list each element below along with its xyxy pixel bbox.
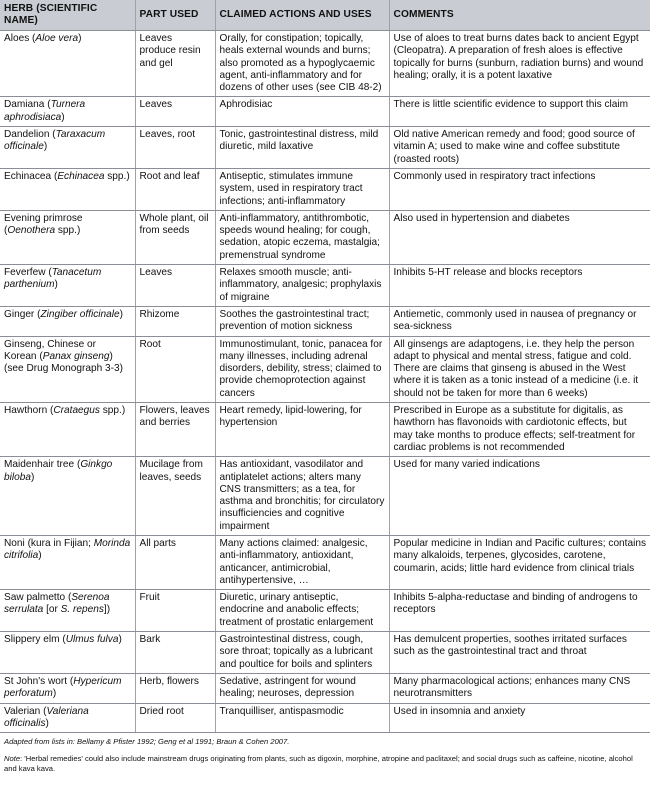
comments-cell: Antiemetic, commonly used in nausea of pregnancy or sea-sickness [389, 306, 650, 336]
actions-cell: Many actions claimed: analgesic, anti-inflammatory, antioxidant, anticancer, antimicrobial, antihypertensive, … [215, 535, 389, 589]
comments-cell: Popular medicine in Indian and Pacific cultures; contains many alkaloids, terpenes, glycosides, carotene, coumarin, acids; little hard evidence from clinical trials [389, 535, 650, 589]
scientific-name: Aloe vera [35, 33, 79, 44]
table-row [0, 703, 650, 733]
herb-name-cell [0, 632, 135, 674]
header-part-used: PART USED [135, 0, 215, 31]
actions-cell: Orally, for constipation; topically, heals external wounds and burns; also promoted as a hypoglycaemic agent, anti-inflammatory and for dozens of other uses (see CIB 48-2) [215, 31, 389, 97]
herb-name-cell [0, 306, 135, 336]
actions-cell: Tonic, gastrointestinal distress, mild diuretic, mild laxative [215, 127, 389, 169]
table-row [0, 535, 650, 589]
herb-name-text: ) [43, 141, 48, 153]
comments-cell: Use of aloes to treat burns dates back to ancient Egypt (Cleopatra). A preparation of fresh aloes is effective topically for burns (sunburn, radiation burns) and wound healing; orally, it is a potent laxative [389, 31, 650, 97]
part-used-cell: All parts [135, 535, 215, 589]
part-used-cell: Fruit [135, 590, 215, 632]
comments-cell: Prescribed in Europe as a substitute for digitalis, as hawthorn has flavonoids with cardiotonic effects, but may take months to produce effects; self-treatment for cardiac problems is not recommended [389, 403, 650, 457]
actions-cell: Soothes the gastrointestinal tract; prevention of motion sickness [215, 306, 389, 336]
part-used-cell: Dried root [135, 703, 215, 733]
table-body [0, 31, 650, 733]
footnote [0, 747, 650, 774]
herb-name-text: ) [119, 308, 123, 320]
scientific-name: Zingiber officinale [40, 308, 120, 320]
comments-cell: There is little scientific evidence to support this claim [389, 97, 650, 127]
part-used-cell: Root [135, 336, 215, 402]
herb-name-text: St John's wort ( [4, 675, 74, 687]
herb-name-cell [0, 703, 135, 733]
comments-cell: All ginsengs are adaptogens, i.e. they help the person adapt to physical and mental stress, fatigue and cold. There are claims that ginseng is abused in the West where it is taken as a tonic instead of a medicine (i.e. it should not be taken for more than 6 weeks) [389, 336, 650, 402]
herb-name-text: Noni (kura in Fijian; [4, 537, 94, 549]
actions-cell: Diuretic, urinary antiseptic, endocrine and anabolic effects; treatment of prostatic enlargement [215, 590, 389, 632]
part-used-cell: Bark [135, 632, 215, 674]
herb-name-text: ) [52, 688, 57, 700]
herb-name-text: Maidenhair tree ( [4, 459, 81, 471]
herb-name-text: Evening primrose ( [4, 212, 83, 237]
table-row [0, 210, 650, 264]
herb-name-cell [0, 127, 135, 169]
actions-cell: Sedative, astringent for wound healing; neuroses, depression [215, 673, 389, 703]
part-used-cell: Mucilage from leaves, seeds [135, 457, 215, 536]
herb-name-cell [0, 265, 135, 307]
herb-name-cell [0, 168, 135, 210]
header-row [0, 0, 650, 31]
scientific-name: Ginkgo biloba [4, 459, 113, 483]
herb-name-text: ) [78, 33, 82, 44]
part-used-cell: Rhizome [135, 306, 215, 336]
herb-name-text: ) [38, 550, 42, 562]
actions-cell: Antiseptic, stimulates immune system, used in respiratory tract infections; anti-inflammatory [215, 168, 389, 210]
scientific-name: Ulmus fulva [65, 634, 119, 646]
herb-name-cell [0, 403, 135, 457]
comments-cell: Used for many varied indications [389, 457, 650, 536]
herb-name-text: Aloes ( [4, 33, 36, 44]
actions-cell: Heart remedy, lipid-lowering, for hypertension [215, 403, 389, 457]
scientific-name: Turnera aphrodisiaca [4, 99, 86, 123]
actions-cell: Relaxes smooth muscle; anti-inflammatory, analgesic; prophylaxis of migraine [215, 265, 389, 307]
herb-name-cell [0, 336, 135, 402]
herb-name-text: ) (see Drug Monograph 3-3) [4, 350, 123, 375]
actions-cell: Aphrodisiac [215, 97, 389, 127]
table-row [0, 168, 650, 210]
herb-name-text: spp.) [99, 405, 126, 417]
herb-name-text: Echinacea ( [4, 170, 58, 182]
herb-name-text: [or [43, 604, 61, 616]
scientific-name: Tanacetum parthenium [4, 267, 102, 291]
herb-name-cell [0, 457, 135, 536]
comments-cell: Used in insomnia and anxiety [389, 703, 650, 733]
comments-cell: Old native American remedy and food; good source of vitamin A; used to make wine and coffee substitute (roasted roots) [389, 127, 650, 169]
herb-name-text: Valerian ( [4, 705, 47, 717]
comments-cell: Commonly used in respiratory tract infections [389, 168, 650, 210]
herb-name-text: spp.) [55, 225, 81, 237]
actions-cell: Gastrointestinal distress, cough, sore throat; topically as a lubricant and poultice for boils and splinters [215, 632, 389, 674]
comments-cell: Has demulcent properties, soothes irritated surfaces such as the gastrointestinal tract and throat [389, 632, 650, 674]
part-used-cell: Whole plant, oil from seeds [135, 210, 215, 264]
table-row [0, 31, 650, 97]
herb-name-cell [0, 210, 135, 264]
scientific-name: Valeriana officinalis [4, 705, 89, 729]
table-row [0, 336, 650, 402]
table-row [0, 97, 650, 127]
herb-name-text: ) [61, 111, 65, 123]
herb-name-cell [0, 673, 135, 703]
herb-name-cell [0, 590, 135, 632]
part-used-cell: Leaves, root [135, 127, 215, 169]
actions-cell: Anti-inflammatory, antithrombotic, speeds wound healing; for cough, sedation, atopic eczema, mastalgia; premenstrual syndrome [215, 210, 389, 264]
herb-name-text: spp.) [104, 170, 130, 182]
actions-cell: Tranquilliser, antispasmodic [215, 703, 389, 733]
part-used-cell: Root and leaf [135, 168, 215, 210]
herb-name-text: Hawthorn ( [4, 405, 54, 417]
actions-cell: Has antioxidant, vasodilator and antiplatelet actions; alters many CNS transmitters; as a tea, for asthma and bronchitis; for circulatory insufficiencies and cognitive impairment [215, 457, 389, 536]
herb-name-text: ) [118, 634, 122, 646]
table-row [0, 306, 650, 336]
herb-name-text: ) [54, 279, 58, 291]
herb-name-text: Dandelion ( [4, 129, 56, 141]
source-note: Adapted from lists in: Bellamy & Pfister 1992; Geng et al 1991; Braun & Cohen 2007. [4, 737, 290, 747]
comments-cell: Inhibits 5-HT release and blocks receptors [389, 265, 650, 307]
header-actions: CLAIMED ACTIONS AND USES [215, 0, 389, 31]
scientific-name: Crataegus [53, 405, 100, 417]
table-row [0, 673, 650, 703]
herb-name-text: Ginger ( [4, 308, 41, 320]
scientific-name: Oenothera [7, 225, 56, 237]
part-used-cell: Leaves produce resin and gel [135, 31, 215, 97]
part-used-cell: Leaves [135, 97, 215, 127]
actions-cell: Immunostimulant, tonic, panacea for many illnesses, including adrenal disorders, debility, stress; claimed to provide chemoprotection against cancers [215, 336, 389, 402]
table-row [0, 590, 650, 632]
herb-name-cell [0, 31, 135, 97]
part-used-cell: Flowers, leaves and berries [135, 403, 215, 457]
scientific-name: S. repens [60, 604, 104, 616]
herb-name-cell [0, 535, 135, 589]
herb-name-text: ]) [103, 604, 111, 616]
scientific-name: Serenoa serrulata [4, 592, 110, 616]
footnote-lead: Note [4, 754, 21, 764]
table-row [0, 632, 650, 674]
part-used-cell: Herb, flowers [135, 673, 215, 703]
comments-cell: Many pharmacological actions; enhances many CNS neurotransmitters [389, 673, 650, 703]
herb-name-text: Damiana ( [4, 99, 51, 111]
header-herb: HERB (SCIENTIFIC NAME) [0, 0, 135, 31]
scientific-name: Echinacea [57, 170, 105, 182]
table-row [0, 403, 650, 457]
herb-name-text: Saw palmetto ( [4, 592, 72, 604]
scientific-name: Panax ginseng [42, 350, 110, 362]
herb-name-text: ) [30, 471, 35, 483]
herb-name-text: Feverfew ( [4, 267, 52, 279]
footnote-text: : 'Herbal remedies' could also include mainstream drugs originating from plants, such as digoxin, morphine, atropine and paclitaxel; and social drugs such as caffeine, nicotine, alcohol and kava kava. [4, 754, 633, 774]
table-row [0, 127, 650, 169]
header-comments: COMMENTS [389, 0, 650, 31]
herb-name-text: Slippery elm ( [4, 634, 66, 646]
table-row [0, 265, 650, 307]
scientific-name: Morinda citrifolia [4, 537, 131, 562]
scientific-name: Taraxacum officinale [4, 129, 106, 153]
herb-name-text: Ginseng, Chinese or Korean ( [4, 338, 97, 362]
table-row [0, 457, 650, 536]
comments-cell: Inhibits 5-alpha-reductase and binding of androgens to receptors [389, 590, 650, 632]
herb-name-cell [0, 97, 135, 127]
scientific-name: Hypericum perforatum [4, 675, 122, 700]
comments-cell: Also used in hypertension and diabetes [389, 210, 650, 264]
part-used-cell: Leaves [135, 265, 215, 307]
herb-name-text: ) [45, 717, 49, 729]
